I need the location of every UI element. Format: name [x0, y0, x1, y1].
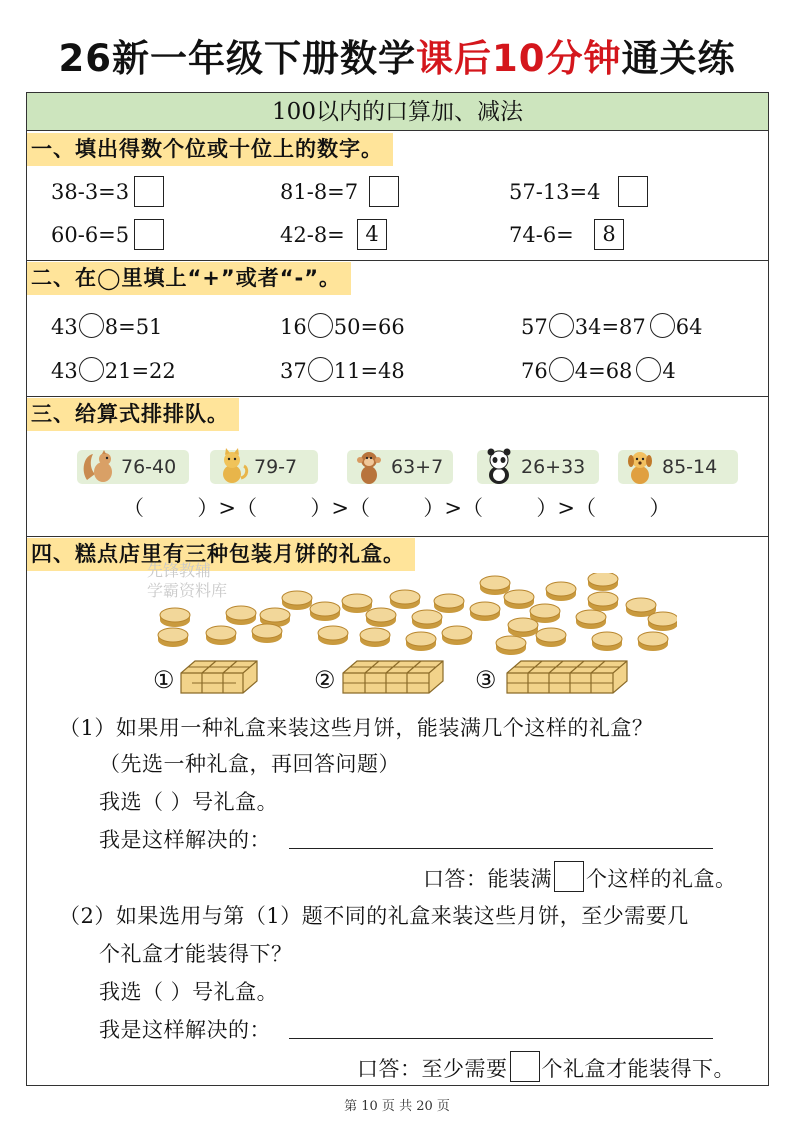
- title-part3: 通关练: [621, 37, 736, 80]
- section-divider: [27, 396, 768, 397]
- cat-icon: [212, 446, 252, 486]
- q2-solve-label: 我是这样解决的：: [99, 1018, 271, 1042]
- section2-heading: 二、在◯里填上“+”或者“-”。: [27, 262, 351, 295]
- operator-circle[interactable]: [308, 313, 333, 338]
- q2-answer: 口答：至少需要 个礼盒才能装得下。: [357, 1051, 735, 1084]
- ordering-answer-line[interactable]: （ ）>（ ）>（ ）>（ ）>（ ）: [123, 496, 671, 520]
- s2-expr-4: 43 21=22: [51, 359, 176, 383]
- gift-box-2: [341, 659, 445, 695]
- s1-expr-2: 81-8=7: [280, 180, 359, 204]
- mooncakes-illustration: [157, 573, 677, 655]
- q1-solution-line[interactable]: [289, 848, 713, 849]
- operator-circle[interactable]: [549, 313, 574, 338]
- expr-card-4: 26+33: [477, 450, 599, 484]
- expr-card-3: 63+7: [347, 450, 453, 484]
- panda-icon: [479, 446, 519, 486]
- expr-card-1: 76-40: [77, 450, 189, 484]
- operator-circle[interactable]: [650, 313, 675, 338]
- page-footer: 第 10 页 共 20 页: [344, 1099, 450, 1114]
- s1-expr-6: 74-6=: [509, 223, 574, 247]
- q1-hint: （先选一种礼盒，再回答问题）: [99, 752, 400, 776]
- box-label-1: ①: [153, 666, 175, 694]
- operator-circle[interactable]: [79, 313, 104, 338]
- s1-expr-5: 42-8=: [280, 223, 345, 247]
- gift-box-1: [179, 659, 259, 695]
- section-divider: [27, 536, 768, 537]
- watermark: 先锋教辅 学霸资料库: [147, 561, 228, 600]
- page-title: [0, 34, 794, 84]
- gift-box-3: [505, 659, 629, 695]
- s1-expr-1: 38-3=3: [51, 180, 130, 204]
- s2-expr-1: 43 8=51: [51, 315, 163, 339]
- section3-heading: 三、给算式排排队。: [27, 398, 239, 431]
- operator-circle[interactable]: [79, 357, 104, 382]
- dog-icon: [620, 446, 660, 486]
- section4-heading: 四、糕点店里有三种包装月饼的礼盒。: [27, 538, 415, 571]
- s2-expr-2: 16 50=66: [280, 315, 405, 339]
- q2-solution-line[interactable]: [289, 1038, 713, 1039]
- s1-answer-box-4[interactable]: [134, 219, 164, 250]
- q2-text: （2）如果选用与第（1）题不同的礼盒来装这些月饼，至少需要几: [59, 904, 689, 928]
- title-part1: 26新一年级下册数学: [58, 37, 416, 80]
- s1-answer-box-6[interactable]: 8: [594, 219, 624, 250]
- box-label-2: ②: [314, 666, 336, 694]
- s1-expr-3: 57-13=4: [509, 180, 601, 204]
- expr-card-5: 85-14: [618, 450, 738, 484]
- operator-circle[interactable]: [549, 357, 574, 382]
- section-divider: [27, 260, 768, 261]
- s1-expr-4: 60-6=5: [51, 223, 130, 247]
- q1-solve-label: 我是这样解决的：: [99, 828, 271, 852]
- q1-answer: 口答：能装满 个这样的礼盒。: [423, 861, 737, 894]
- q1-answer-box[interactable]: [554, 861, 584, 892]
- q2-text-cont: 个礼盒才能装得下？: [99, 942, 293, 966]
- s2-expr-6: 76 4=68 4: [521, 359, 676, 383]
- q2-answer-box[interactable]: [510, 1051, 540, 1082]
- title-part2: 课后10分钟: [416, 37, 622, 80]
- box-label-3: ③: [475, 666, 497, 694]
- q2-choose[interactable]: 我选（ ）号礼盒。: [99, 980, 279, 1004]
- squirrel-icon: [79, 446, 119, 486]
- s1-answer-box-3[interactable]: [618, 176, 648, 207]
- s1-answer-box-1[interactable]: [134, 176, 164, 207]
- q1-choose[interactable]: 我选（ ）号礼盒。: [99, 790, 279, 814]
- q1-text: （1）如果用一种礼盒来装这些月饼，能装满几个这样的礼盒？: [59, 716, 654, 740]
- section1-heading: 一、填出得数个位或十位上的数字。: [27, 133, 393, 166]
- s2-expr-5: 37 11=48: [280, 359, 405, 383]
- expr-card-2: 79-7: [210, 450, 318, 484]
- operator-circle[interactable]: [636, 357, 661, 382]
- monkey-icon: [349, 446, 389, 486]
- worksheet: [26, 92, 769, 1086]
- topic-banner: 100以内的口算加、减法: [27, 93, 768, 131]
- s1-answer-box-5[interactable]: 4: [357, 219, 387, 250]
- operator-circle[interactable]: [308, 357, 333, 382]
- s2-expr-3: 57 34=87 64: [521, 315, 703, 339]
- s1-answer-box-2[interactable]: [369, 176, 399, 207]
